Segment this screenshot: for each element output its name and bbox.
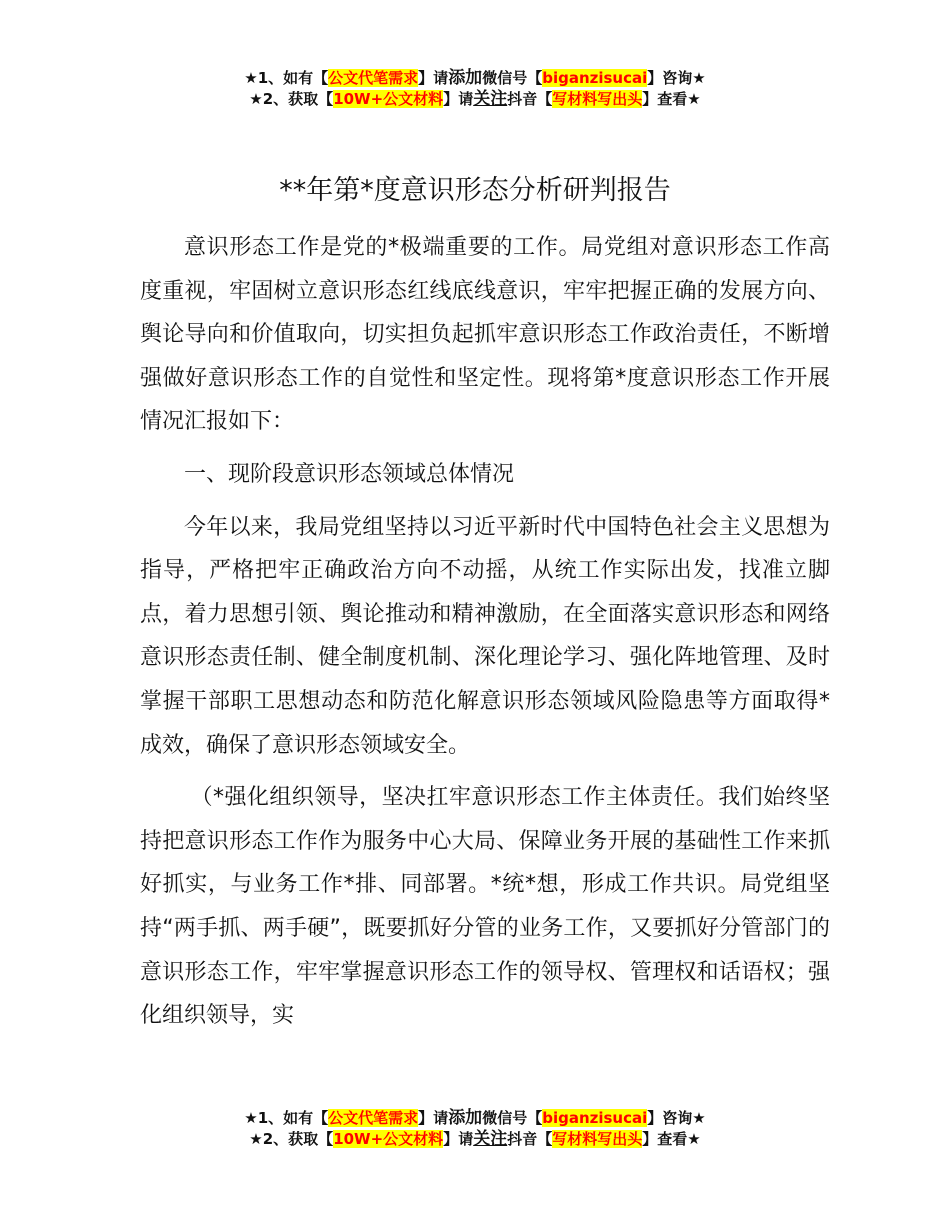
banner-emphasis: 添加: [448, 68, 483, 88]
banner-emphasis: 添加: [448, 1108, 483, 1128]
banner-text: 抖音【: [507, 90, 553, 108]
douyin-id-highlight: 写材料写出头: [552, 1130, 643, 1148]
banner-text: ★1、如有【: [244, 69, 329, 87]
banner-text: 】请: [443, 90, 474, 108]
footer-banner: [0, 1108, 950, 1150]
banner-emphasis: 关注: [473, 1129, 508, 1149]
banner-line-1: [0, 1108, 950, 1129]
banner-text: 抖音【: [507, 1130, 553, 1148]
banner-line-2: [0, 1129, 950, 1150]
banner-text: ★2、获取【: [249, 90, 334, 108]
douyin-id-highlight: 写材料写出头: [552, 90, 643, 108]
banner-text: 】请: [443, 1130, 474, 1148]
banner-text: 】请: [418, 69, 449, 87]
banner-line-2: [0, 89, 950, 110]
banner-text: 】查看★: [642, 90, 701, 108]
highlight-tag: 10W+公文材料: [333, 90, 444, 108]
section-heading: 一、现阶段意识形态领域总体情况: [184, 461, 515, 487]
paragraph-overview: 今年以来，我局党组坚持以习近平新时代中国特色社会主义思想为指导，严格把牢正确政治方向不动摇，从统工作实际出发，找准立脚点，着力思想引领、舆论推动和精神激励，在全面落实意识形态和网络意识形态责任制、健全制度机制、深化理论学习、强化阵地管理、及时掌握干部职工思想动态和防范化解意识形态领域风险隐患等方面取得*成效，确保了意识形态领域安全。: [140, 514, 830, 758]
document-body: [140, 226, 830, 1038]
paragraph-organization: （*强化组织领导，坚决扛牢意识形态工作主体责任。我们始终坚持把意识形态工作作为服务中心大局、保障业务开展的基础性工作来抓好抓实，与业务工作*排、同部署。*统*想，形成工作共识。局党组坚持“两手抓、两手硬”，既要抓好分管的业务工作，又要抓好分管部门的意识形态工作，牢牢掌握意识形态工作的领导权、管理权和话语权；强化组织领导，实: [140, 785, 830, 1029]
banner-text: 】咨询★: [647, 69, 706, 87]
highlight-tag: 公文代笔需求: [328, 69, 419, 87]
banner-text: ★1、如有【: [244, 1109, 329, 1127]
banner-emphasis: 关注: [473, 89, 508, 109]
banner-line-1: [0, 68, 950, 89]
paragraph-intro: 意识形态工作是党的*极端重要的工作。局党组对意识形态工作高度重视，牢固树立意识形态红线底线意识，牢牢把握正确的发展方向、舆论导向和价值取向，切实担负起抓牢意识形态工作政治责任，不断增强做好意识形态工作的自觉性和坚定性。现将第*度意识形态工作开展情况汇报如下：: [140, 235, 830, 435]
banner-text: 】查看★: [642, 1130, 701, 1148]
banner-text: 微信号【: [482, 1109, 543, 1127]
header-banner: [0, 68, 950, 110]
highlight-tag: 10W+公文材料: [333, 1130, 444, 1148]
banner-text: 】请: [418, 1109, 449, 1127]
banner-text: ★2、获取【: [249, 1130, 334, 1148]
wechat-id-highlight: biganzisucai: [542, 69, 648, 87]
banner-text: 】咨询★: [647, 1109, 706, 1127]
document-title: **年第*度意识形态分析研判报告: [279, 175, 671, 206]
highlight-tag: 公文代笔需求: [328, 1109, 419, 1127]
wechat-id-highlight: biganzisucai: [542, 1109, 648, 1127]
banner-text: 微信号【: [482, 69, 543, 87]
